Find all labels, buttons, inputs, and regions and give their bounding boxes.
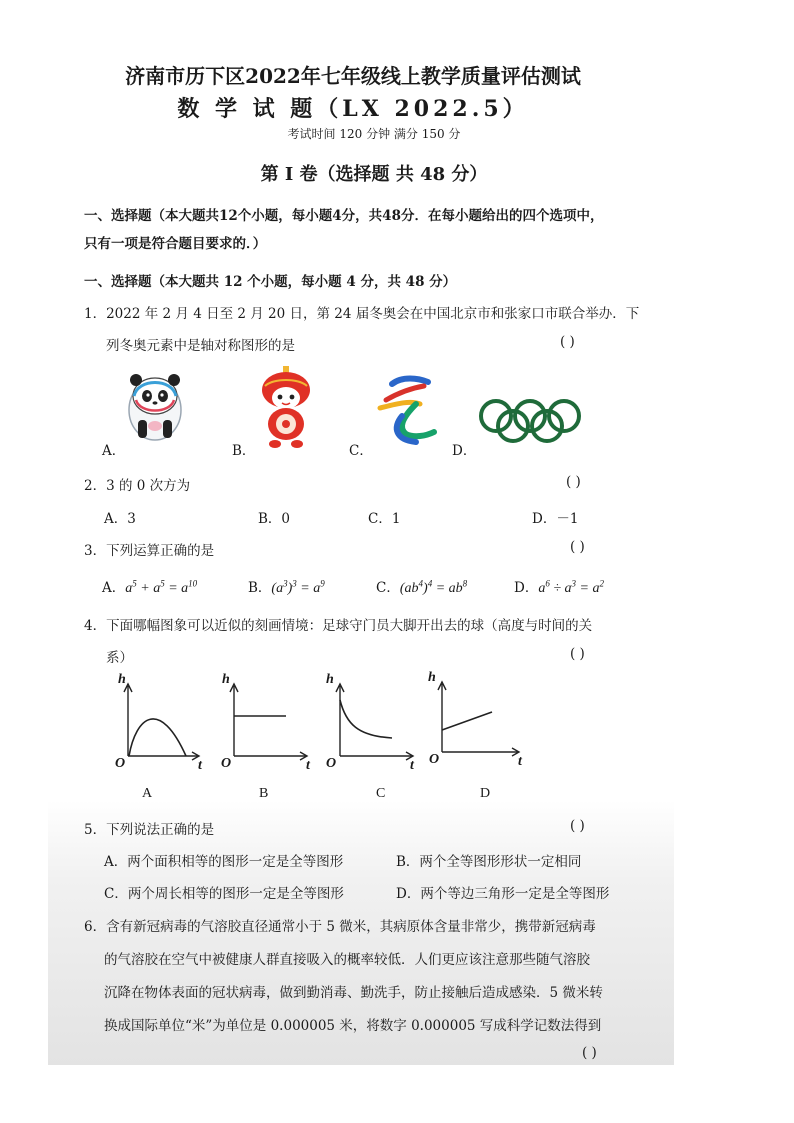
olympic-rings-icon bbox=[478, 396, 582, 446]
section-intro-repeat: 一、选择题（本大题共 12 个小题，每小题 4 分，共 48 分） bbox=[84, 274, 457, 290]
q5-stem: 5．下列说法正确的是 bbox=[84, 822, 215, 838]
graph-d-origin: O bbox=[429, 752, 440, 767]
q1-option-label: C． bbox=[349, 443, 373, 459]
graph-d-curve bbox=[434, 678, 520, 763]
q5-option: D．两个等边三角形一定是全等图形 bbox=[396, 886, 610, 902]
graph-c-y-label: h bbox=[326, 672, 334, 687]
q4-answer-bracket: ( ) bbox=[570, 646, 585, 662]
q3-answer-bracket: ( ) bbox=[570, 539, 585, 555]
graph-a-label: A bbox=[142, 786, 153, 801]
graph-c-label: C bbox=[376, 786, 386, 801]
graph-a-origin: O bbox=[115, 756, 126, 771]
exam-title: 济南市历下区2022年七年级线上教学质量评估测试 bbox=[125, 64, 581, 88]
q2-answer-bracket: ( ) bbox=[566, 474, 581, 490]
graph-d-x-label: t bbox=[518, 754, 522, 769]
graph-b-label: B bbox=[259, 786, 269, 801]
bing-dwen-dwen-icon bbox=[120, 366, 190, 446]
exam-info: 考试时间 120 分钟 满分 150 分 bbox=[287, 127, 461, 141]
graph-b-curve bbox=[226, 680, 308, 765]
q4-stem: 4．下面哪幅图象可以近似的刻画情境：足球守门员大脚开出去的球（高度与时间的关 bbox=[84, 618, 593, 634]
winter-games-emblem-icon bbox=[372, 374, 444, 446]
q5-answer-bracket: ( ) bbox=[570, 818, 585, 834]
q5-option: C．两个周长相等的图形一定是全等图形 bbox=[104, 886, 344, 902]
graph-a-curve bbox=[120, 680, 200, 765]
q3-option-d: D．$a^6 \div a^3 = a^2$ bbox=[514, 578, 604, 596]
graph-b-x-label: t bbox=[306, 758, 310, 773]
q6-answer-bracket: ( ) bbox=[582, 1045, 597, 1061]
shuey-rhon-rhon-icon bbox=[255, 366, 317, 450]
graph-a-x-label: t bbox=[198, 758, 202, 773]
section-intro-cont: 只有一项是符合题目要求的．） bbox=[84, 236, 267, 252]
q3-option-c: C．$(ab^4)^4 = ab^8$ bbox=[376, 578, 468, 596]
part-title: 第 I 卷（选择题 共 48 分） bbox=[260, 164, 488, 185]
q2-option: D．－1 bbox=[532, 511, 579, 527]
section-intro: 一、选择题（本大题共12个小题，每小题4分，共48分．在每小题给出的四个选项中， bbox=[84, 208, 604, 224]
q3-stem: 3．下列运算正确的是 bbox=[84, 543, 215, 559]
graph-c-x-label: t bbox=[410, 758, 414, 773]
q2-option: A．3 bbox=[104, 511, 136, 527]
q3-option-b: B．$(a^3)^3 = a^9$ bbox=[248, 578, 325, 596]
graph-c-origin: O bbox=[326, 756, 337, 771]
q1-stem-cont: 列冬奥元素中是轴对称图形的是 bbox=[106, 338, 295, 354]
q6-stem-cont: 的气溶胶在空气中被健康人群直接吸入的概率较低．人们更应该注意那些随气溶胶 bbox=[104, 952, 590, 968]
graph-b-y-label: h bbox=[222, 672, 230, 687]
q5-option: B．两个全等图形形状一定相同 bbox=[396, 854, 582, 870]
q2-option: C．1 bbox=[368, 511, 401, 527]
q6-stem: 6．含有新冠病毒的气溶胶直径通常小于 5 微米，其病原体含量非常少，携带新冠病毒 bbox=[84, 919, 596, 935]
graph-d-label: D bbox=[480, 786, 491, 801]
q4-stem-cont: 系） bbox=[106, 650, 133, 666]
q1-option-label: B． bbox=[232, 443, 256, 459]
graph-c-curve bbox=[332, 680, 414, 765]
exam-subtitle: 数 学 试 题（LX 2022.5） bbox=[177, 96, 529, 122]
q6-stem-cont: 换成国际单位“米”为单位是 0.000005 米，将数字 0.000005 写成科学记数法得到 bbox=[104, 1018, 602, 1034]
graph-a-y-label: h bbox=[118, 672, 126, 687]
q3-option-a: A．$a^5 + a^5 = a^{10}$ bbox=[102, 578, 198, 596]
q1-option-label: A． bbox=[102, 443, 126, 459]
q6-stem-cont: 沉降在物体表面的冠状病毒，做到勤消毒、勤洗手，防止接触后造成感染．5 微米转 bbox=[104, 985, 603, 1001]
graph-b-origin: O bbox=[221, 756, 232, 771]
q5-option: A．两个面积相等的图形一定是全等图形 bbox=[104, 854, 344, 870]
q2-option: B．0 bbox=[258, 511, 291, 527]
q1-answer-bracket: ( ) bbox=[560, 334, 575, 350]
q2-stem: 2．3 的 0 次方为 bbox=[84, 478, 191, 494]
q1-option-label: D． bbox=[452, 443, 477, 459]
graph-d-y-label: h bbox=[428, 670, 436, 685]
q1-stem: 1．2022 年 2 月 4 日至 2 月 20 日，第 24 届冬奥会在中国北京市和张家口市联合举办．下 bbox=[84, 306, 640, 322]
